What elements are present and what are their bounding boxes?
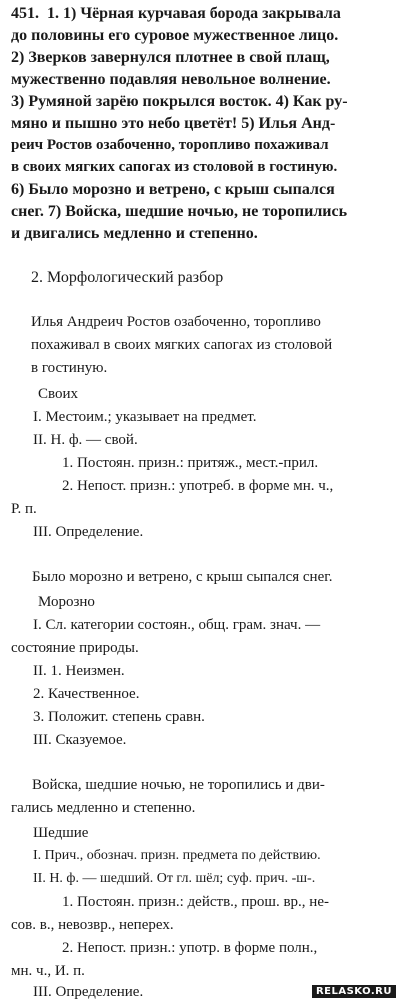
exercise-line: 1. 1) Чёрная курчавая борода закрывала: [47, 5, 341, 22]
exercise-line: 2) Зверков завернулся плотнее в свой плащ,: [11, 49, 330, 66]
analysis-line: состояние природы.: [11, 640, 139, 656]
exercise-line: до половины его суровое мужественное лицо.: [11, 27, 339, 44]
exercise-line: в своих мягких сапогах из столовой в гостиную.: [11, 159, 338, 175]
analyzed-word: Морозно: [38, 594, 95, 610]
analysis-line: III. Определение.: [33, 524, 144, 540]
exercise-line: мужественно подавляя невольное волнение.: [11, 71, 331, 88]
analysis-line: III. Определение.: [33, 984, 144, 1000]
analysis-line: 2. Непост. призн.: употр. в форме полн.,: [62, 940, 318, 956]
analysis-line: 2. Непост. призн.: употреб. в форме мн. ч.,: [62, 478, 334, 494]
analysis-line: III. Сказуемое.: [33, 732, 127, 748]
sentence-line: Войска, шедшие ночью, не торопились и дви-: [32, 777, 325, 793]
analysis-line: II. 1. Неизмен.: [33, 663, 125, 679]
analysis-line: II. Н. ф. — свой.: [33, 432, 138, 448]
analysis-line: I. Местоим.; указывает на предмет.: [33, 409, 257, 425]
sentence-line: в гостиную.: [31, 360, 108, 376]
analysis-line: II. Н. ф. — шедший. От гл. шёл; суф. прич. -ш-.: [33, 871, 316, 886]
exercise-line: реич Ростов озабоченно, торопливо похаживал: [11, 137, 329, 153]
analysis-line: 3. Положит. степень сравн.: [33, 709, 205, 725]
exercise-line: 6) Было морозно и ветрено, с крыш сыпался: [11, 181, 335, 198]
site-watermark: RELASKO.RU: [312, 985, 396, 998]
analysis-line: Р. п.: [11, 501, 37, 517]
sentence-line: гались медленно и степенно.: [11, 800, 196, 816]
exercise-number: 451.: [11, 5, 39, 22]
exercise-line: мяно и пышно это небо цветёт! 5) Илья Анд-: [11, 115, 336, 132]
analysis-line: сов. в., невозвр., неперех.: [11, 917, 174, 933]
analyzed-word: Шедшие: [33, 825, 89, 841]
exercise-line: снег. 7) Войска, шедшие ночью, не торопились: [11, 203, 348, 220]
analysis-line: I. Сл. категории состоян., общ. грам. знач. —: [33, 617, 321, 633]
analyzed-word: Своих: [38, 386, 79, 402]
analysis-line: I. Прич., обознач. призн. предмета по действию.: [33, 848, 321, 863]
analysis-line: 1. Постоян. призн.: притяж., мест.-прил.: [62, 455, 319, 471]
exercise-line: 3) Румяной зарёю покрылся восток. 4) Как ру-: [11, 93, 348, 110]
analysis-line: 2. Качественное.: [33, 686, 140, 702]
sentence-line: Илья Андреич Ростов озабоченно, торопливо: [31, 314, 321, 330]
analysis-line: мн. ч., И. п.: [11, 963, 85, 979]
section-heading: 2. Морфологический разбор: [31, 269, 224, 286]
analysis-line: 1. Постоян. призн.: действ., прош. вр., не-: [62, 894, 329, 910]
sentence-line: похаживал в своих мягких сапогах из столовой: [31, 337, 333, 353]
sentence-line: Было морозно и ветрено, с крыш сыпался снег.: [32, 569, 333, 585]
exercise-line: и двигались медленно и степенно.: [11, 225, 258, 242]
